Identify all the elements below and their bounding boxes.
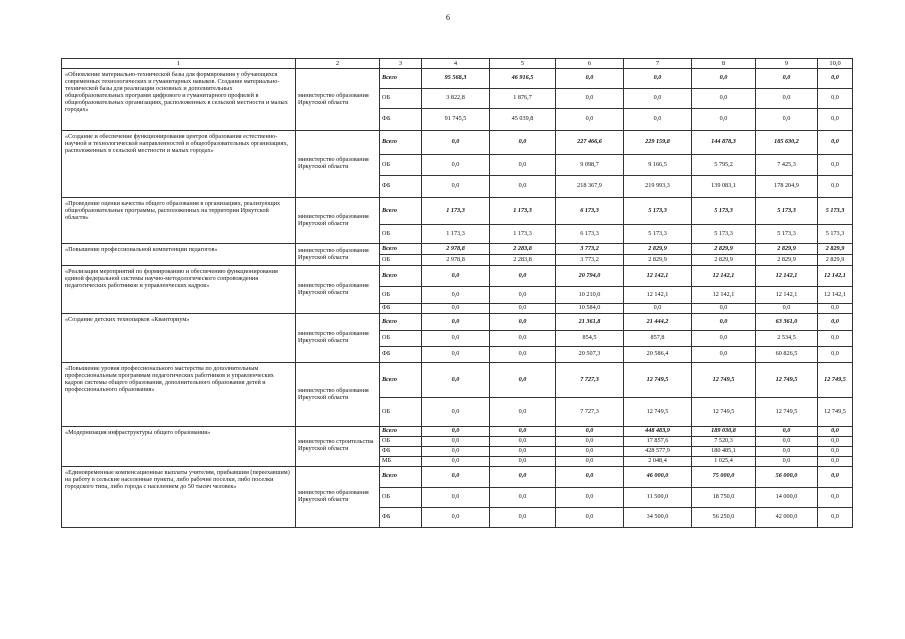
amount-cell: 857,8 — [624, 331, 692, 347]
amount-cell: 0,0 — [818, 466, 853, 487]
amount-cell: 0,0 — [818, 487, 853, 507]
amount-cell: 0,0 — [490, 131, 556, 155]
amount-cell: 229 159,8 — [624, 131, 692, 155]
amount-cell: 1 173,3 — [422, 225, 490, 244]
amount-cell: 0,0 — [556, 456, 624, 466]
amount-cell: 0,0 — [422, 427, 490, 437]
amount-cell: 3 773,2 — [556, 244, 624, 255]
amount-cell: 0,0 — [422, 398, 490, 427]
amount-cell: 9 098,7 — [556, 155, 624, 176]
funding-source: ОБ — [380, 487, 422, 507]
amount-cell: 0,0 — [422, 347, 490, 363]
amount-cell: 2 048,4 — [624, 456, 692, 466]
amount-cell: 0,0 — [556, 466, 624, 487]
amount-cell: 5 795,2 — [692, 155, 756, 176]
amount-cell: 0,0 — [490, 266, 556, 287]
funding-source: Всего — [380, 131, 422, 155]
funding-source: ОБ — [380, 225, 422, 244]
amount-cell: 0,0 — [756, 109, 818, 131]
column-header: 10,0 — [818, 59, 853, 69]
amount-cell: 0,0 — [556, 109, 624, 131]
amount-cell: 10 584,0 — [556, 304, 624, 314]
responsible-org: министерство образования Иркутской области — [296, 198, 380, 244]
amount-cell: 5 173,3 — [756, 225, 818, 244]
table-row — [62, 427, 853, 437]
amount-cell: 0,0 — [756, 304, 818, 314]
funding-source: Всего — [380, 363, 422, 398]
amount-cell: 0,0 — [422, 363, 490, 398]
amount-cell: 0,0 — [422, 155, 490, 176]
amount-cell: 0,0 — [422, 176, 490, 198]
amount-cell: 0,0 — [692, 69, 756, 89]
amount-cell: 12 142,1 — [692, 266, 756, 287]
amount-cell: 5 173,3 — [692, 225, 756, 244]
amount-cell: 2 829,9 — [624, 255, 692, 266]
amount-cell: 12 142,1 — [624, 266, 692, 287]
amount-cell: 10 210,0 — [556, 287, 624, 304]
amount-cell: 2 829,9 — [818, 255, 853, 266]
funding-source: Всего — [380, 314, 422, 331]
amount-cell: 75 000,0 — [692, 466, 756, 487]
amount-cell: 6 173,3 — [556, 225, 624, 244]
amount-cell: 2 829,9 — [818, 244, 853, 255]
amount-cell: 60 826,5 — [756, 347, 818, 363]
funding-source: ФБ — [380, 507, 422, 527]
column-header: 8 — [692, 59, 756, 69]
funding-source: ОБ — [380, 155, 422, 176]
amount-cell: 2 283,8 — [490, 244, 556, 255]
amount-cell: 0,0 — [422, 436, 490, 446]
amount-cell: 5 173,3 — [818, 225, 853, 244]
amount-cell: 0,0 — [556, 427, 624, 437]
amount-cell: 0,0 — [490, 314, 556, 331]
amount-cell: 0,0 — [490, 466, 556, 487]
amount-cell: 139 083,1 — [692, 176, 756, 198]
amount-cell: 144 878,3 — [692, 131, 756, 155]
funding-source: ОБ — [380, 89, 422, 109]
amount-cell: 20 794,0 — [556, 266, 624, 287]
amount-cell: 21 444,2 — [624, 314, 692, 331]
amount-cell: 0,0 — [490, 487, 556, 507]
amount-cell: 95 568,3 — [422, 69, 490, 89]
amount-cell: 428 577,9 — [624, 446, 692, 456]
amount-cell: 12 142,1 — [756, 287, 818, 304]
amount-cell: 0,0 — [818, 69, 853, 89]
responsible-org: министерство образования Иркутской области — [296, 363, 380, 427]
budget-table — [61, 58, 853, 528]
amount-cell: 0,0 — [422, 131, 490, 155]
amount-cell: 7 727,3 — [556, 363, 624, 398]
amount-cell: 0,0 — [818, 347, 853, 363]
amount-cell: 1 173,3 — [422, 198, 490, 225]
amount-cell: 0,0 — [818, 89, 853, 109]
funding-source: ОБ — [380, 255, 422, 266]
funding-source: ОБ — [380, 287, 422, 304]
amount-cell: 46 916,5 — [490, 69, 556, 89]
amount-cell: 12 749,5 — [818, 363, 853, 398]
amount-cell: 0,0 — [490, 456, 556, 466]
funding-source: ФБ — [380, 109, 422, 131]
amount-cell: 12 142,1 — [818, 287, 853, 304]
amount-cell: 1 876,7 — [490, 89, 556, 109]
column-header: 5 — [490, 59, 556, 69]
table-row — [62, 314, 853, 331]
amount-cell: 1 173,3 — [490, 225, 556, 244]
amount-cell: 91 745,5 — [422, 109, 490, 131]
responsible-org: министерство строительства Иркутской области — [296, 427, 380, 467]
amount-cell: 0,0 — [556, 436, 624, 446]
funding-source: ОБ — [380, 331, 422, 347]
funding-source: Всего — [380, 427, 422, 437]
amount-cell: 0,0 — [818, 507, 853, 527]
amount-cell: 189 030,8 — [692, 427, 756, 437]
funding-source: ФБ — [380, 446, 422, 456]
amount-cell: 3 773,2 — [556, 255, 624, 266]
responsible-org: министерство образования Иркутской области — [296, 314, 380, 363]
amount-cell: 6 173,3 — [556, 198, 624, 225]
amount-cell: 2 829,9 — [756, 255, 818, 266]
amount-cell: 0,0 — [818, 331, 853, 347]
amount-cell: 12 749,5 — [624, 398, 692, 427]
amount-cell: 12 749,5 — [692, 398, 756, 427]
activity-name: «Проведение оценки качества общего образования в организациях, реализующих общеобразовательные программы, расположенных на территории Иркутской области» — [62, 198, 296, 244]
amount-cell: 14 000,0 — [756, 487, 818, 507]
amount-cell: 56 250,0 — [692, 507, 756, 527]
amount-cell: 0,0 — [490, 287, 556, 304]
amount-cell: 5 173,3 — [818, 198, 853, 225]
funding-source: ФБ — [380, 176, 422, 198]
amount-cell: 0,0 — [422, 466, 490, 487]
amount-cell: 0,0 — [818, 155, 853, 176]
amount-cell: 46 000,0 — [624, 466, 692, 487]
amount-cell: 18 750,0 — [692, 487, 756, 507]
activity-name: «Единовременные компенсационные выплаты учителям, прибывшим (переехавшим) на работу в сельские населенные пункты, либо рабочие поселки, либо поселки городского типа, либо города с населением до 50 тысяч человек» — [62, 466, 296, 527]
amount-cell: 0,0 — [624, 304, 692, 314]
table-row — [62, 131, 853, 155]
amount-cell: 185 630,2 — [756, 131, 818, 155]
amount-cell: 0,0 — [556, 89, 624, 109]
funding-source: Всего — [380, 198, 422, 225]
amount-cell: 219 993,3 — [624, 176, 692, 198]
amount-cell: 11 500,0 — [624, 487, 692, 507]
activity-name: «Реализация мероприятий по формированию и обеспечению функционирования единой федеральной системы научно-методологического сопровождения педагогических работников и управленческих кадров» — [62, 266, 296, 314]
amount-cell: 0,0 — [490, 398, 556, 427]
amount-cell: 0,0 — [818, 176, 853, 198]
amount-cell: 0,0 — [818, 109, 853, 131]
amount-cell: 0,0 — [490, 427, 556, 437]
amount-cell: 0,0 — [556, 507, 624, 527]
amount-cell: 0,0 — [422, 287, 490, 304]
header-row — [62, 59, 853, 69]
amount-cell: 0,0 — [490, 176, 556, 198]
amount-cell: 17 857,6 — [624, 436, 692, 446]
responsible-org: министерство образования Иркутской области — [296, 244, 380, 266]
amount-cell: 0,0 — [422, 487, 490, 507]
funding-source: МБ — [380, 456, 422, 466]
amount-cell: 3 822,8 — [422, 89, 490, 109]
amount-cell: 854,5 — [556, 331, 624, 347]
activity-name: «Создание и обеспечение функционирования центров образования естественно-научной и технологической направленностей в общеобразовательных организациях, расположенных в сельской местности и малых городах» — [62, 131, 296, 198]
amount-cell: 0,0 — [490, 363, 556, 398]
amount-cell: 0,0 — [422, 314, 490, 331]
amount-cell: 20 586,4 — [624, 347, 692, 363]
amount-cell: 20 507,3 — [556, 347, 624, 363]
amount-cell: 12 749,5 — [756, 363, 818, 398]
amount-cell: 2 829,9 — [692, 244, 756, 255]
funding-source: ОБ — [380, 398, 422, 427]
amount-cell: 227 466,6 — [556, 131, 624, 155]
amount-cell: 0,0 — [818, 436, 853, 446]
column-header: 4 — [422, 59, 490, 69]
column-header: 7 — [624, 59, 692, 69]
table-row — [62, 69, 853, 89]
column-header: 9 — [756, 59, 818, 69]
amount-cell: 218 367,9 — [556, 176, 624, 198]
amount-cell: 12 142,1 — [624, 287, 692, 304]
amount-cell: 0,0 — [490, 155, 556, 176]
responsible-org: министерство образования Иркутской области — [296, 266, 380, 314]
amount-cell: 0,0 — [818, 427, 853, 437]
column-header: 2 — [296, 59, 380, 69]
amount-cell: 0,0 — [422, 446, 490, 456]
table-row — [62, 466, 853, 487]
funding-source: Всего — [380, 244, 422, 255]
amount-cell: 34 500,0 — [624, 507, 692, 527]
amount-cell: 0,0 — [818, 456, 853, 466]
amount-cell: 0,0 — [556, 446, 624, 456]
amount-cell: 0,0 — [490, 304, 556, 314]
amount-cell: 0,0 — [818, 131, 853, 155]
column-header: 1 — [62, 59, 296, 69]
amount-cell: 12 142,1 — [756, 266, 818, 287]
amount-cell: 0,0 — [490, 331, 556, 347]
page-number: 6 — [446, 13, 450, 22]
amount-cell: 0,0 — [624, 69, 692, 89]
funding-source: Всего — [380, 266, 422, 287]
amount-cell: 0,0 — [692, 347, 756, 363]
amount-cell: 63 361,0 — [756, 314, 818, 331]
table-row — [62, 266, 853, 287]
funding-source: Всего — [380, 466, 422, 487]
amount-cell: 0,0 — [624, 109, 692, 131]
amount-cell: 7 520,3 — [692, 436, 756, 446]
amount-cell: 5 173,3 — [756, 198, 818, 225]
amount-cell: 9 166,5 — [624, 155, 692, 176]
amount-cell: 2 978,8 — [422, 244, 490, 255]
amount-cell: 1 025,4 — [692, 456, 756, 466]
amount-cell: 2 283,8 — [490, 255, 556, 266]
amount-cell: 180 485,1 — [692, 446, 756, 456]
amount-cell: 0,0 — [692, 89, 756, 109]
amount-cell: 178 204,9 — [756, 176, 818, 198]
amount-cell: 0,0 — [756, 427, 818, 437]
funding-source: Всего — [380, 69, 422, 89]
amount-cell: 12 142,1 — [692, 287, 756, 304]
column-header: 6 — [556, 59, 624, 69]
amount-cell: 0,0 — [422, 507, 490, 527]
amount-cell: 448 483,9 — [624, 427, 692, 437]
amount-cell: 0,0 — [756, 436, 818, 446]
amount-cell: 7 425,3 — [756, 155, 818, 176]
amount-cell: 0,0 — [756, 89, 818, 109]
amount-cell: 0,0 — [556, 69, 624, 89]
amount-cell: 0,0 — [624, 89, 692, 109]
amount-cell: 0,0 — [756, 456, 818, 466]
amount-cell: 12 749,5 — [624, 363, 692, 398]
responsible-org: министерство образования Иркутской области — [296, 69, 380, 131]
funding-source: ФБ — [380, 347, 422, 363]
amount-cell: 0,0 — [422, 331, 490, 347]
amount-cell: 7 727,3 — [556, 398, 624, 427]
activity-name: «Создание детских технопарков «Кванториум» — [62, 314, 296, 363]
amount-cell: 0,0 — [692, 331, 756, 347]
amount-cell: 0,0 — [692, 304, 756, 314]
activity-name: «Повышение уровня профессионального мастерства по дополнительным профессиональным программам педагогических работников и управленческих кадров системы общего образования, дополнительного образования детей и профессионального образования» — [62, 363, 296, 427]
amount-cell: 5 173,3 — [624, 225, 692, 244]
amount-cell: 0,0 — [818, 446, 853, 456]
amount-cell: 0,0 — [422, 304, 490, 314]
table-row — [62, 244, 853, 255]
amount-cell: 2 829,9 — [692, 255, 756, 266]
amount-cell: 1 173,3 — [490, 198, 556, 225]
table-row — [62, 198, 853, 225]
amount-cell: 2 978,8 — [422, 255, 490, 266]
amount-cell: 42 000,0 — [756, 507, 818, 527]
amount-cell: 2 534,5 — [756, 331, 818, 347]
amount-cell: 12 749,5 — [818, 398, 853, 427]
amount-cell: 0,0 — [422, 456, 490, 466]
amount-cell: 56 000,0 — [756, 466, 818, 487]
amount-cell: 12 749,5 — [692, 363, 756, 398]
funding-source: ОБ — [380, 436, 422, 446]
amount-cell: 12 749,5 — [756, 398, 818, 427]
amount-cell: 0,0 — [692, 109, 756, 131]
amount-cell: 5 173,3 — [624, 198, 692, 225]
amount-cell: 0,0 — [818, 314, 853, 331]
amount-cell: 21 361,8 — [556, 314, 624, 331]
amount-cell: 0,0 — [756, 69, 818, 89]
table-row — [62, 363, 853, 398]
amount-cell: 0,0 — [490, 446, 556, 456]
activity-name: «Повышение профессиональной компетенции педагогов» — [62, 244, 296, 266]
activity-name: «Модернизация инфраструктуры общего образования» — [62, 427, 296, 467]
amount-cell: 45 039,8 — [490, 109, 556, 131]
amount-cell: 0,0 — [422, 266, 490, 287]
activity-name: «Обновление материально-технической базы для формирования у обучающихся современных технологических и гуманитарных навыков. Создание материально-технической базы для реализации основных и дополнительных общеобразовательных программ цифрового и гуманитарного профилей в общеобразовательных организациях, расположенных в сельской местности и малых городах» — [62, 69, 296, 131]
amount-cell: 0,0 — [818, 304, 853, 314]
responsible-org: министерство образования Иркутской области — [296, 131, 380, 198]
amount-cell: 0,0 — [756, 446, 818, 456]
amount-cell: 0,0 — [692, 314, 756, 331]
amount-cell: 0,0 — [490, 347, 556, 363]
amount-cell: 2 829,9 — [624, 244, 692, 255]
amount-cell: 2 829,9 — [756, 244, 818, 255]
amount-cell: 12 142,1 — [818, 266, 853, 287]
amount-cell: 5 173,3 — [692, 198, 756, 225]
column-header: 3 — [380, 59, 422, 69]
amount-cell: 0,0 — [490, 507, 556, 527]
amount-cell: 0,0 — [556, 487, 624, 507]
responsible-org: министерство образования Иркутской области — [296, 466, 380, 527]
amount-cell: 0,0 — [490, 436, 556, 446]
funding-source: ФБ — [380, 304, 422, 314]
